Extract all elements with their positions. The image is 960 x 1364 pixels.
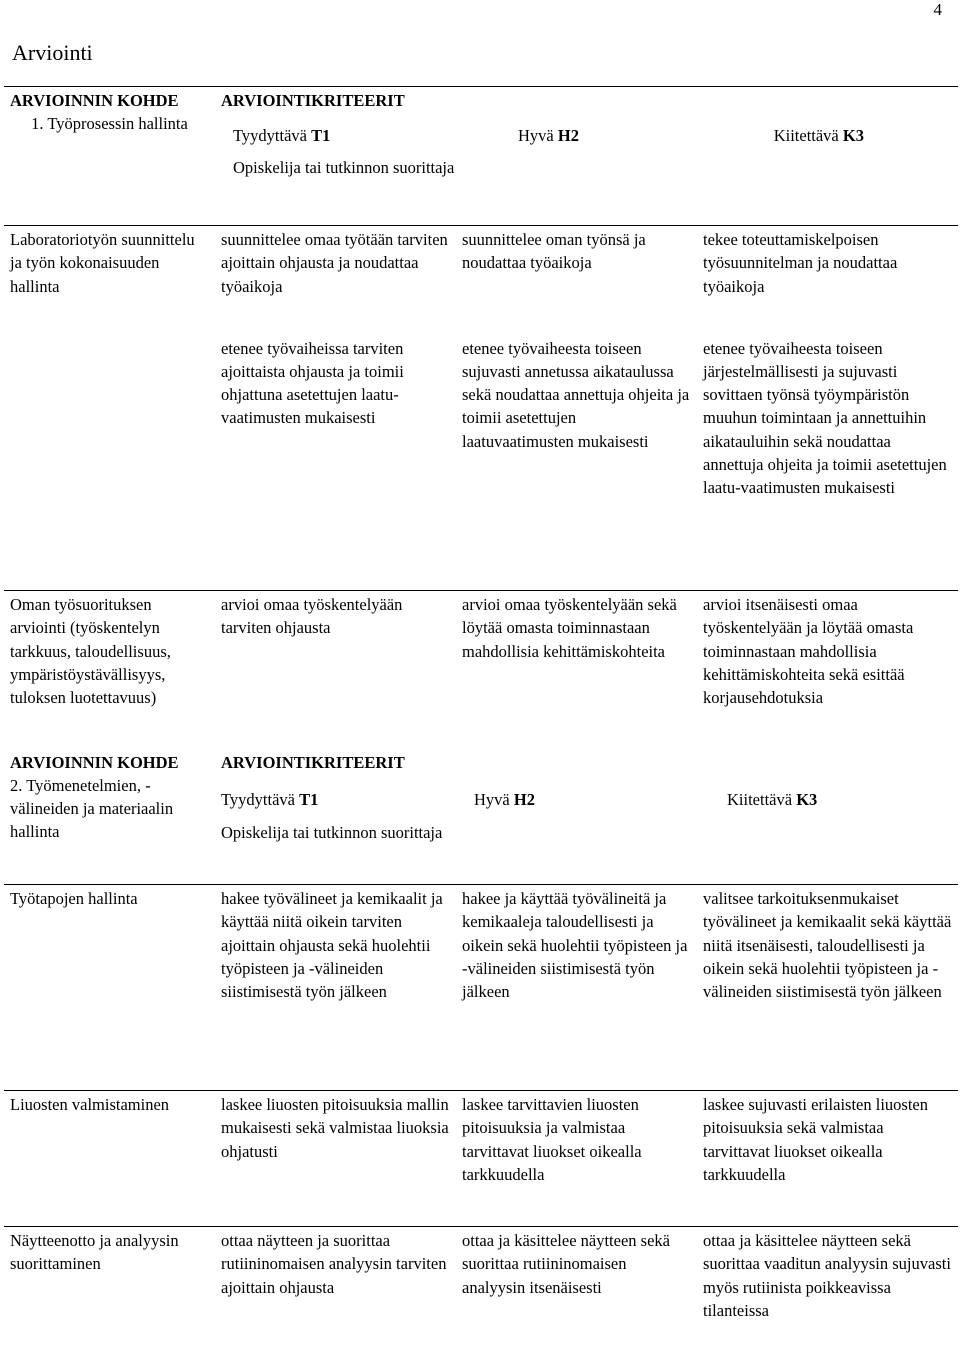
row-target: Työtapojen hallinta	[4, 885, 215, 1091]
row-target	[4, 335, 215, 591]
row-target: Laboratoriotyön suunnittelu ja työn kokonaisuuden hallinta	[4, 226, 215, 335]
level-h2: Hyvä H2	[474, 789, 535, 809]
row-h2: etenee työvaiheesta toiseen sujuvasti annetussa aikataulussa sekä noudattaa annettuja ohjeita ja toimii asetettujen laatuvaatimusten mukaisesti	[462, 338, 690, 451]
row-t1: ottaa näytteen ja suorittaa rutiininomaisen analyysin tarviten ajoittain ohjausta	[215, 1227, 456, 1347]
section1-header-row	[4, 87, 958, 226]
row-h2: laskee tarvittavien liuosten pitoisuuksia ja valmistaa tarvittavat liuokset oikealla tarkkuudella	[456, 1091, 697, 1227]
table-row	[4, 1091, 958, 1227]
section1-criteria-header	[215, 87, 958, 226]
row-target: Liuosten valmistaminen	[4, 1091, 215, 1227]
row-t1: hakee työvälineet ja kemikaalit ja käyttää niitä oikein tarviten ajoittain ohjausta sekä huolehtii työpisteen ja -välineiden siistimisestä työn jälkeen	[215, 885, 456, 1091]
section1-target-label: ARVIOINNIN KOHDE	[10, 91, 179, 110]
section2-criteria-header	[215, 749, 958, 885]
row-h2: suunnittelee oman työnsä ja noudattaa työaikoja	[456, 226, 697, 335]
level-t1: Tyydyttävä T1	[233, 126, 331, 146]
row-t1: suunnittelee omaa työtään tarviten ajoittain ohjausta ja noudattaa työaikoja	[215, 226, 456, 335]
row-h2: hakee ja käyttää työvälineitä ja kemikaaleja taloudellisesti ja oikein sekä huolehtii työpisteen ja -välineiden siistimisestä työn jälkeen	[456, 885, 697, 1091]
assessment-table	[4, 86, 958, 1347]
table-row	[4, 335, 958, 591]
section2-header-row	[4, 749, 958, 885]
level-k3: Kiitettävä K3	[727, 789, 818, 809]
row-k3: etenee työvaiheesta toiseen järjestelmällisesti ja sujuvasti sovittaen työnsä työympäristön muuhun toimintaan ja annettuihin aikatauluihin sekä noudattaa annettuja ohjeita ja toimii asetettujen laatu-vaatimusten mukaisesti	[703, 338, 947, 498]
row-k3: ottaa ja käsittelee näytteen sekä suorittaa vaaditun analyysin sujuvasti myös rutiinista poikkeavissa tilanteissa	[697, 1227, 958, 1347]
row-t1: etenee työvaiheissa tarviten ajoittaista ohjausta ja toimii ohjattuna asetettujen laatu-vaatimusten mukaisesti	[221, 338, 404, 428]
document-title: Arviointi	[12, 40, 93, 65]
row-h2: ottaa ja käsittelee näytteen sekä suorittaa rutiininomaisen analyysin itsenäisesti	[456, 1227, 697, 1347]
row-target: Näytteenotto ja analyysin suorittaminen	[4, 1227, 215, 1347]
table-row	[4, 885, 958, 1091]
section2-target-label: ARVIOINNIN KOHDE	[10, 752, 179, 772]
row-k3: valitsee tarkoituksenmukaiset työvälineet ja kemikaalit sekä käyttää niitä itsenäisesti, taloudellisesti ja oikein sekä huolehtii työpisteen ja -välineiden siistimisestä työn jälkeen	[697, 885, 958, 1091]
section1-target-title: 1. Työprosessin hallinta	[31, 114, 188, 134]
row-t1: arvioi omaa työskentelyään tarviten ohjausta	[215, 591, 456, 749]
row-target: Oman työsuorituksen arviointi (työskentelyn tarkkuus, taloudellisuus, ympäristöystävällisyys, tuloksen luotettavuus)	[4, 591, 215, 749]
row-k3: arvioi itsenäisesti omaa työskentelyään ja löytää omasta toiminnastaan mahdollisia kehittämiskohteita sekä esittää korjausehdotuksia	[697, 591, 958, 749]
table-row	[4, 591, 958, 749]
level-h2: Hyvä H2	[518, 126, 579, 146]
level-k3: Kiitettävä K3	[773, 126, 864, 146]
row-h2: arvioi omaa työskentelyään sekä löytää omasta toiminnastaan mahdollisia kehittämiskohteita	[456, 591, 697, 749]
page-number: 4	[933, 0, 942, 19]
row-k3: tekee toteuttamiskelpoisen työsuunnitelman ja noudattaa työaikoja	[697, 226, 958, 335]
section1-criteria-label: ARVIOINTIKRITEERIT	[221, 91, 405, 110]
level-t1: Tyydyttävä T1	[221, 789, 319, 809]
row-t1: laskee liuosten pitoisuuksia mallin mukaisesti sekä valmistaa liuoksia ohjatusti	[215, 1091, 456, 1227]
row-k3: laskee sujuvasti erilaisten liuosten pitoisuuksia sekä valmistaa tarvittavat liuokset oikealla tarkkuudella	[697, 1091, 958, 1227]
section1-levels	[221, 124, 952, 147]
section1-target-header	[4, 87, 215, 226]
section2-target-title: 2. Työmenetelmien, -välineiden ja materiaalin hallinta	[10, 775, 174, 842]
section2-target-header	[4, 749, 215, 885]
section2-levels	[221, 788, 952, 811]
table-row	[4, 1227, 958, 1347]
section1-subject: Opiskelija tai tutkinnon suorittaja	[233, 157, 455, 177]
section2-criteria-label: ARVIOINTIKRITEERIT	[221, 752, 405, 772]
table-row	[4, 226, 958, 335]
section2-subject: Opiskelija tai tutkinnon suorittaja	[221, 823, 443, 843]
